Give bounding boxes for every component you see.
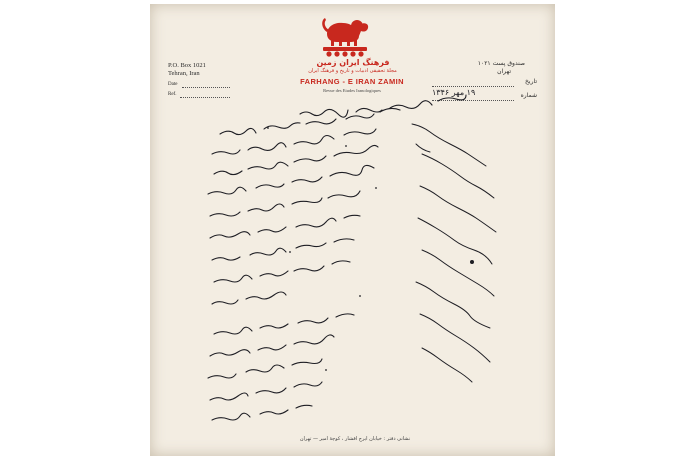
po-box-latin: P.O. Box 1021	[168, 62, 206, 69]
ref-label-latin: Ref.	[168, 92, 177, 97]
letter-sheet	[150, 4, 555, 456]
brand-title-latin: FARHANG - E IRAN ZAMIN	[300, 77, 404, 86]
city-latin: Tehran, Iran	[168, 70, 200, 77]
ref-label-persian: شماره	[520, 92, 537, 99]
date-label-latin: Date	[168, 82, 178, 87]
city-persian: تهران	[497, 68, 511, 75]
brand-subtitle-french: Revue des Etudes Iranologiques	[323, 88, 381, 93]
brand-title-persian: فرهنگ ایران زمین	[316, 58, 390, 67]
handwritten-date: ۱۹ مهر ۱۳۴۶	[432, 88, 476, 97]
brand-subtitle-persian: مجلهٔ تحقیقی ادبیات و تاریخ و فرهنگ ایران	[308, 68, 397, 74]
footer-address: نشانی دفتر : خیابان ایرج افشار ، کوچهٔ امیر — تهران	[299, 436, 411, 442]
po-box-persian: صندوق پست ۱۰۲۱	[477, 60, 525, 67]
date-label-persian: تاریخ	[525, 78, 537, 85]
handwritten-body	[150, 4, 555, 456]
